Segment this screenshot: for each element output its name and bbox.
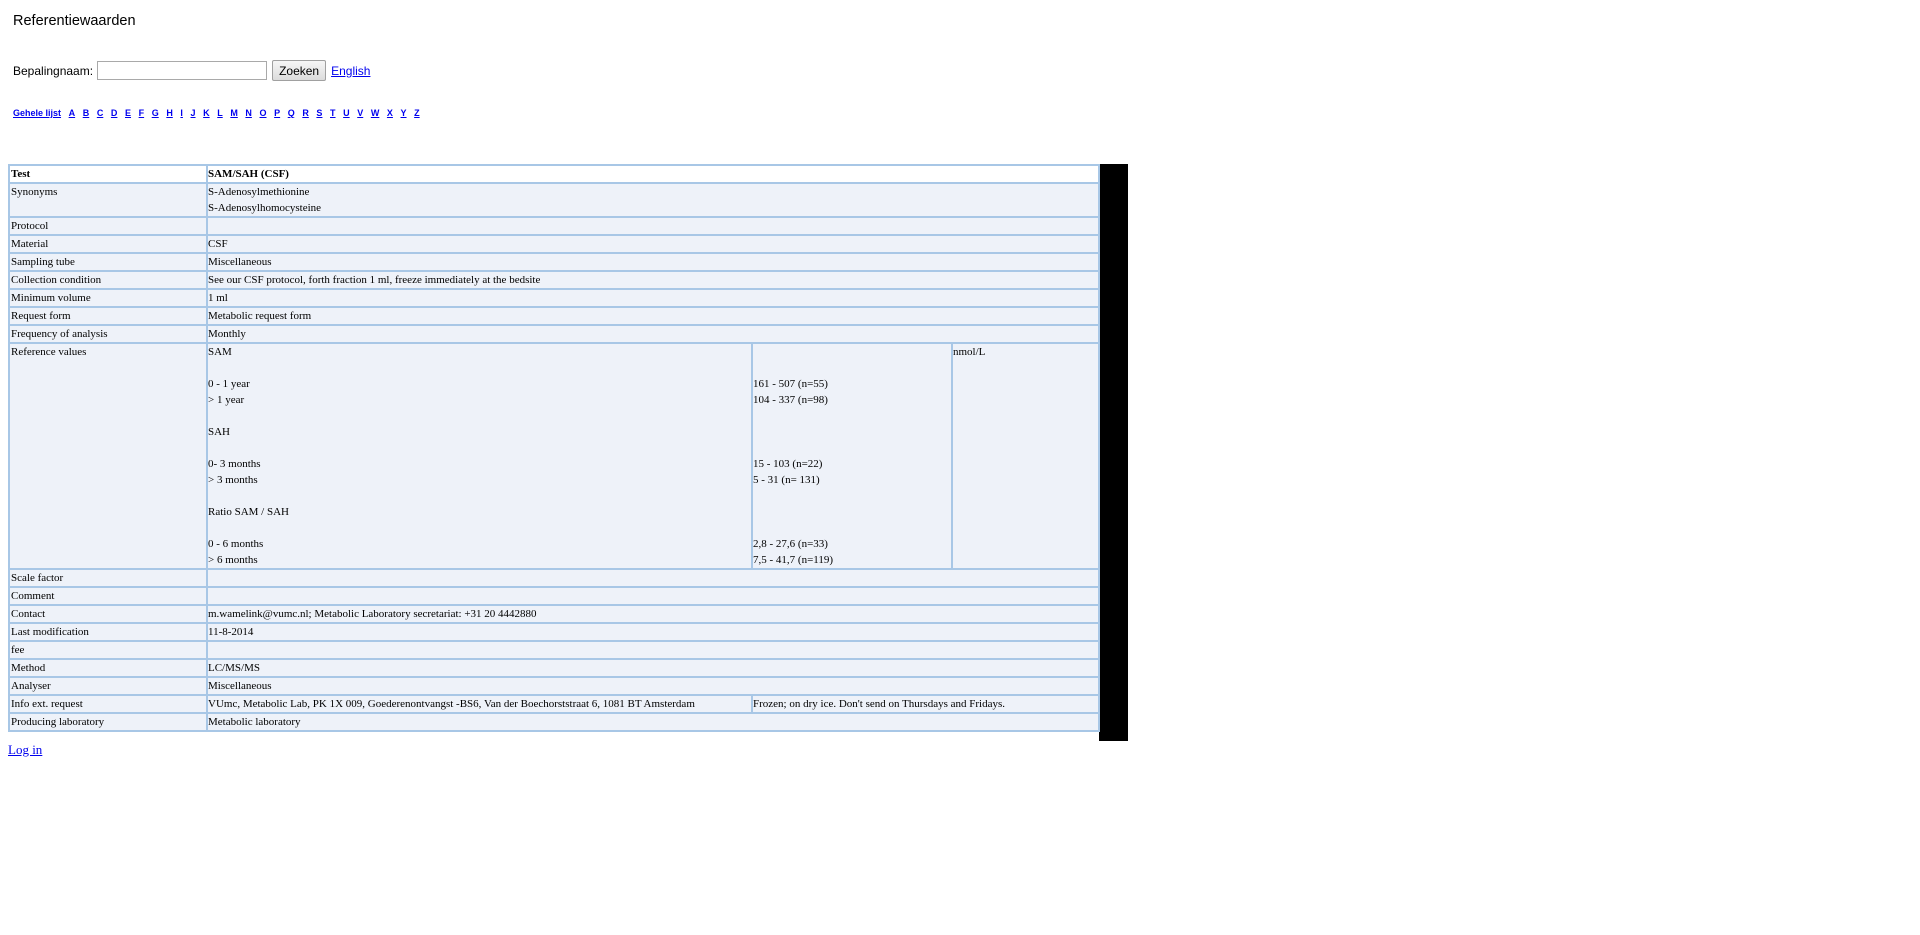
table-row-scale-factor — [9, 569, 1099, 587]
table-row-info-ext-request — [9, 695, 1099, 713]
row-label: Material — [9, 235, 207, 253]
row-value — [207, 307, 1099, 325]
value-line — [753, 440, 951, 456]
alphabet-link-v[interactable]: V — [357, 108, 364, 118]
row-label: Minimum volume — [9, 289, 207, 307]
value-line — [208, 520, 751, 536]
table-row-contact — [9, 605, 1099, 623]
value-line — [753, 360, 951, 376]
value-line: > 6 months — [208, 554, 258, 566]
row-label: Reference values — [9, 343, 207, 569]
reference-ranges — [752, 343, 952, 569]
value-line: 104 - 337 (n=98) — [753, 394, 828, 406]
row-value — [207, 271, 1099, 289]
alphabet-index — [13, 108, 427, 118]
alphabet-link-n[interactable]: N — [245, 108, 252, 118]
value-line: Miscellaneous — [208, 256, 272, 268]
value-line: CSF — [208, 238, 228, 250]
value-line — [208, 218, 1098, 234]
table-row-minimum-volume — [9, 289, 1099, 307]
value-line: 0 - 1 year — [208, 378, 250, 390]
alphabet-link-all[interactable]: Gehele lijst — [13, 108, 62, 118]
value-line — [753, 344, 951, 360]
row-value — [207, 677, 1099, 695]
value-line — [753, 408, 951, 424]
value-line — [753, 520, 951, 536]
table-row-comment — [9, 587, 1099, 605]
value-line: Ratio SAM / SAH — [208, 506, 289, 518]
table-row-synonyms — [9, 183, 1099, 217]
alphabet-link-b[interactable]: B — [82, 108, 90, 118]
alphabet-link-i[interactable]: I — [180, 108, 183, 118]
row-value: Metabolic laboratory — [207, 713, 1099, 731]
value-line: SAM — [208, 346, 232, 358]
alphabet-link-z[interactable]: Z — [414, 108, 420, 118]
alphabet-link-c[interactable]: C — [96, 108, 104, 118]
value-line: m.wamelink@vumc.nl; Metabolic Laboratory secretariat: +31 20 4442880 — [208, 608, 537, 620]
english-language-link[interactable]: English — [331, 63, 371, 78]
test-details-table — [8, 164, 1100, 732]
alphabet-link-t[interactable]: T — [330, 108, 336, 118]
value-line: LC/MS/MS — [208, 662, 260, 674]
row-label: Scale factor — [9, 569, 207, 587]
table-row-sampling-tube — [9, 253, 1099, 271]
row-value — [207, 235, 1099, 253]
value-line — [753, 488, 951, 504]
row-label: fee — [9, 641, 207, 659]
alphabet-link-j[interactable]: J — [190, 108, 196, 118]
search-button[interactable]: Zoeken — [272, 60, 326, 81]
value-line: 5 - 31 (n= 131) — [753, 474, 820, 486]
row-label: Comment — [9, 587, 207, 605]
table-row-request-form — [9, 307, 1099, 325]
table-row-reference-values — [9, 343, 1099, 569]
value-line: > 3 months — [208, 474, 258, 486]
page-title: Referentiewaarden — [13, 13, 136, 29]
table-row-collection-condition — [9, 271, 1099, 289]
value-line: SAH — [208, 426, 231, 438]
row-value — [207, 659, 1099, 677]
value-line: 11-8-2014 — [208, 626, 254, 638]
table-row-protocol — [9, 217, 1099, 235]
row-label: Contact — [9, 605, 207, 623]
value-line — [208, 488, 751, 504]
search-bar — [13, 59, 370, 82]
value-line: S-Adenosylhomocysteine — [208, 202, 322, 214]
row-value — [207, 325, 1099, 343]
alphabet-link-y[interactable]: Y — [400, 108, 407, 118]
search-input[interactable] — [97, 61, 267, 80]
alphabet-link-p[interactable]: P — [274, 108, 281, 118]
value-line — [208, 642, 1098, 658]
value-line: 15 - 103 (n=22) — [753, 458, 823, 470]
row-label: Frequency of analysis — [9, 325, 207, 343]
row-label: Analyser — [9, 677, 207, 695]
row-value — [207, 289, 1099, 307]
reference-age-groups — [207, 343, 752, 569]
alphabet-link-k[interactable]: K — [203, 108, 210, 118]
row-value — [207, 587, 1099, 605]
row-value — [207, 623, 1099, 641]
value-line — [208, 440, 751, 456]
row-label: Collection condition — [9, 271, 207, 289]
alphabet-link-l[interactable]: L — [217, 108, 223, 118]
table-header-row — [9, 165, 1099, 183]
value-line — [753, 424, 951, 440]
row-label: Info ext. request — [9, 695, 207, 713]
alphabet-link-q[interactable]: Q — [287, 108, 295, 118]
alphabet-link-u[interactable]: U — [343, 108, 350, 118]
shipping-note: Frozen; on dry ice. Don't send on Thursdays and Fridays. — [752, 695, 1099, 713]
value-line: Monthly — [208, 328, 246, 340]
row-label: Request form — [9, 307, 207, 325]
value-line: 161 - 507 (n=55) — [753, 378, 828, 390]
header-label: Test — [9, 165, 207, 183]
table-row-producing-laboratory — [9, 713, 1099, 731]
alphabet-link-d[interactable]: D — [110, 108, 118, 118]
row-value — [207, 217, 1099, 235]
value-line: Miscellaneous — [208, 680, 272, 692]
row-value — [207, 253, 1099, 271]
value-line — [208, 570, 1098, 586]
value-line — [208, 588, 1098, 604]
alphabet-link-m[interactable]: M — [230, 108, 238, 118]
alphabet-link-a[interactable]: A — [68, 108, 76, 118]
value-line: Metabolic request form — [208, 310, 312, 322]
value-line: > 1 year — [208, 394, 245, 406]
row-value — [207, 183, 1099, 217]
search-label: Bepalingnaam: — [13, 63, 94, 78]
value-line: 1 ml — [208, 292, 228, 304]
alphabet-link-x[interactable]: X — [386, 108, 393, 118]
table-row-frequency-of-analysis — [9, 325, 1099, 343]
dark-side-panel — [1099, 164, 1128, 741]
alphabet-link-o[interactable]: O — [259, 108, 267, 118]
alphabet-link-g[interactable]: G — [151, 108, 159, 118]
shipping-address: VUmc, Metabolic Lab, PK 1X 009, Goederenontvangst -BS6, Van der Boechorststraat 6, 1081 BT Amsterdam — [207, 695, 752, 713]
table-row-last-modification — [9, 623, 1099, 641]
value-line: 2,8 - 27,6 (n=33) — [753, 538, 828, 550]
row-label: Last modification — [9, 623, 207, 641]
test-name: SAM/SAH (CSF) — [207, 165, 1099, 183]
login-link[interactable]: Log in — [8, 742, 43, 757]
alphabet-link-e[interactable]: E — [125, 108, 132, 118]
row-value — [207, 569, 1099, 587]
value-line: 0 - 6 months — [208, 538, 264, 550]
reference-unit: nmol/L — [952, 343, 1099, 569]
alphabet-link-h[interactable]: H — [166, 108, 173, 118]
alphabet-link-s[interactable]: S — [316, 108, 323, 118]
value-line: 7,5 - 41,7 (n=119) — [753, 554, 834, 566]
value-line: 0- 3 months — [208, 458, 261, 470]
row-value — [207, 605, 1099, 623]
table-row-method — [9, 659, 1099, 677]
row-label: Synonyms — [9, 183, 207, 217]
value-line — [208, 360, 751, 376]
row-value — [207, 641, 1099, 659]
value-line — [208, 408, 751, 424]
alphabet-link-w[interactable]: W — [370, 108, 380, 118]
row-label: Method — [9, 659, 207, 677]
table-row-material — [9, 235, 1099, 253]
row-label: Protocol — [9, 217, 207, 235]
alphabet-link-r[interactable]: R — [302, 108, 309, 118]
value-line — [753, 504, 951, 520]
row-label: Sampling tube — [9, 253, 207, 271]
table-row-fee — [9, 641, 1099, 659]
row-label: Producing laboratory — [9, 713, 207, 731]
value-line: S-Adenosylmethionine — [208, 186, 310, 198]
value-line: See our CSF protocol, forth fraction 1 ml, freeze immediately at the bedsite — [208, 274, 541, 286]
alphabet-link-f[interactable]: F — [138, 108, 145, 118]
table-row-analyser — [9, 677, 1099, 695]
